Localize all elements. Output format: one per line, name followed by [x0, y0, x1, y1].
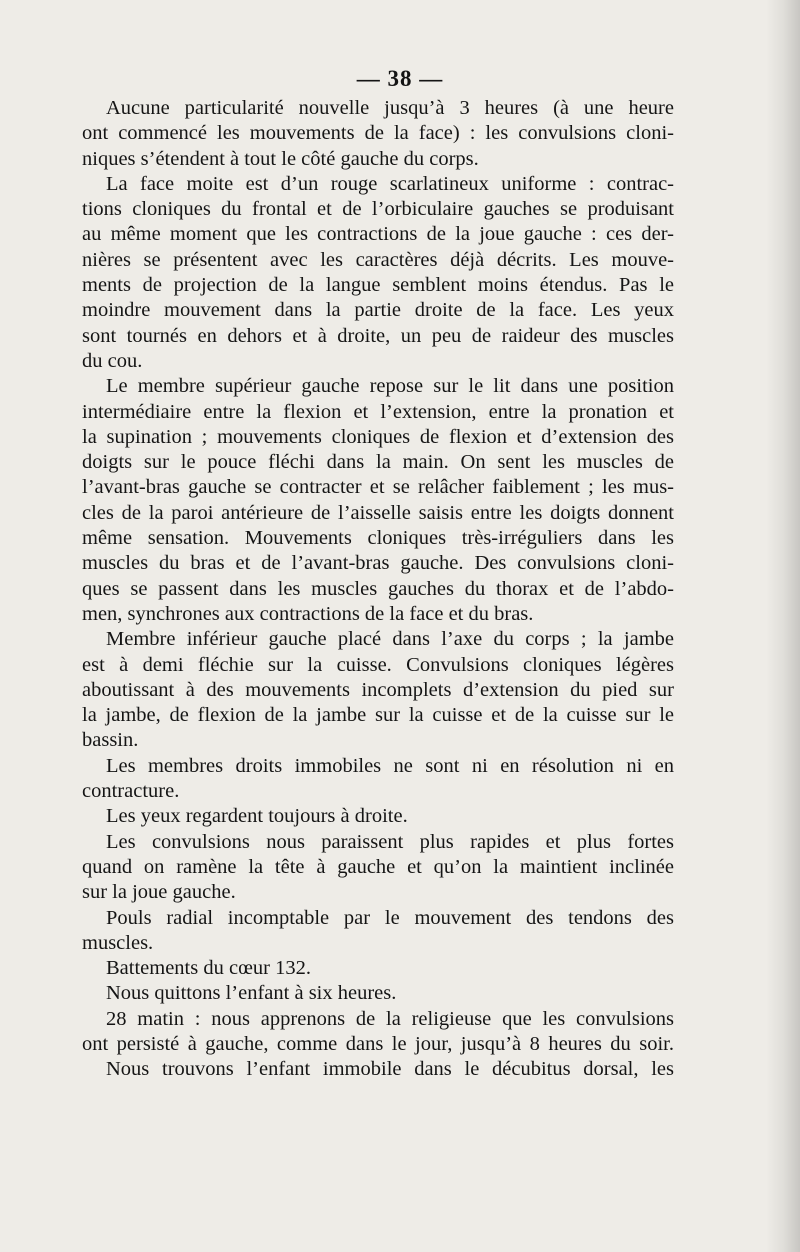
- text-line: même sensation. Mouvements cloniques très-irréguliers dans les: [82, 527, 674, 550]
- text-line: La face moite est d’un rouge scarlatineux uniforme : contrac-: [106, 172, 674, 195]
- text-line: ont commencé les mouvements de la face) : les convulsions cloni-: [82, 122, 674, 145]
- text-line: est à demi fléchie sur la cuisse. Convulsions cloniques légères: [82, 653, 674, 676]
- text-line: Membre inférieur gauche placé dans l’axe du corps ; la jambe: [106, 628, 674, 651]
- text-line: l’avant-bras gauche se contracter et se relâcher faiblement ; les mus-: [82, 476, 674, 499]
- text-line: bassin.: [82, 729, 139, 752]
- text-line: sur la joue gauche.: [82, 881, 236, 904]
- text-line: Les yeux regardent toujours à droite.: [106, 805, 408, 828]
- body-text: [82, 96, 674, 1083]
- text-line: Battements du cœur 132.: [106, 957, 311, 980]
- text-line: Aucune particularité nouvelle jusqu’à 3 heures (à une heure: [106, 97, 674, 119]
- text-line: aboutissant à des mouvements incomplets d’extension du pied sur: [82, 678, 674, 701]
- text-line: au même moment que les contractions de la joue gauche : ces der-: [82, 223, 674, 246]
- text-line: quand on ramène la tête à gauche et qu’on la maintient inclinée: [82, 855, 674, 878]
- text-line: sont tournés en dehors et à droite, un peu de raideur des muscles: [82, 324, 674, 347]
- text-line: niques s’étendent à tout le côté gauche du corps.: [82, 147, 479, 170]
- page-number: — 38 —: [356, 66, 444, 91]
- text-line: la supination ; mouvements cloniques de flexion et d’extension des: [82, 425, 674, 448]
- text-line: ments de projection de la langue semblent moins étendus. Pas le: [82, 274, 674, 297]
- text-line: Les membres droits immobiles ne sont ni en résolution ni en: [106, 754, 674, 777]
- text-line: ont persisté à gauche, comme dans le jour, jusqu’à 8 heures du soir.: [82, 1032, 674, 1055]
- text-line: ques se passent dans les muscles gauches du thorax et de l’abdo-: [82, 577, 674, 600]
- text-line: Pouls radial incomptable par le mouvement des tendons des: [106, 906, 674, 929]
- text-line: doigts sur le pouce fléchi dans la main. On sent les muscles de: [82, 451, 674, 474]
- text-line: muscles du bras et de l’avant-bras gauche. Des convulsions cloni-: [82, 552, 674, 575]
- text-line: du cou.: [82, 349, 143, 372]
- text-line: intermédiaire entre la flexion et l’extension, entre la pronation et: [82, 400, 674, 423]
- text-line: men, synchrones aux contractions de la face et du bras.: [82, 602, 534, 625]
- text-line: muscles.: [82, 931, 154, 954]
- text-line: contracture.: [82, 780, 180, 803]
- text-line: Nous quittons l’enfant à six heures.: [106, 982, 397, 1005]
- text-line: tions cloniques du frontal et de l’orbiculaire gauches se produisant: [82, 198, 674, 221]
- text-line: cles de la paroi antérieure de l’aisselle saisis entre les doigts donnent: [82, 501, 674, 524]
- text-line: moindre mouvement dans la partie droite de la face. Les yeux: [82, 299, 674, 322]
- text-line: Les convulsions nous paraissent plus rapides et plus fortes: [106, 830, 674, 853]
- text-line: la jambe, de flexion de la jambe sur la cuisse et de la cuisse sur le: [82, 704, 674, 727]
- text-line: Le membre supérieur gauche repose sur le lit dans une position: [106, 375, 674, 398]
- text-line: Nous trouvons l’enfant immobile dans le décubitus dorsal, les: [106, 1058, 674, 1081]
- text-line: nières se présentent avec les caractères déjà décrits. Les mouve-: [82, 248, 674, 271]
- page-edge-shadow: [766, 0, 800, 1252]
- text-line: 28 matin : nous apprenons de la religieuse que les convulsions: [106, 1007, 674, 1030]
